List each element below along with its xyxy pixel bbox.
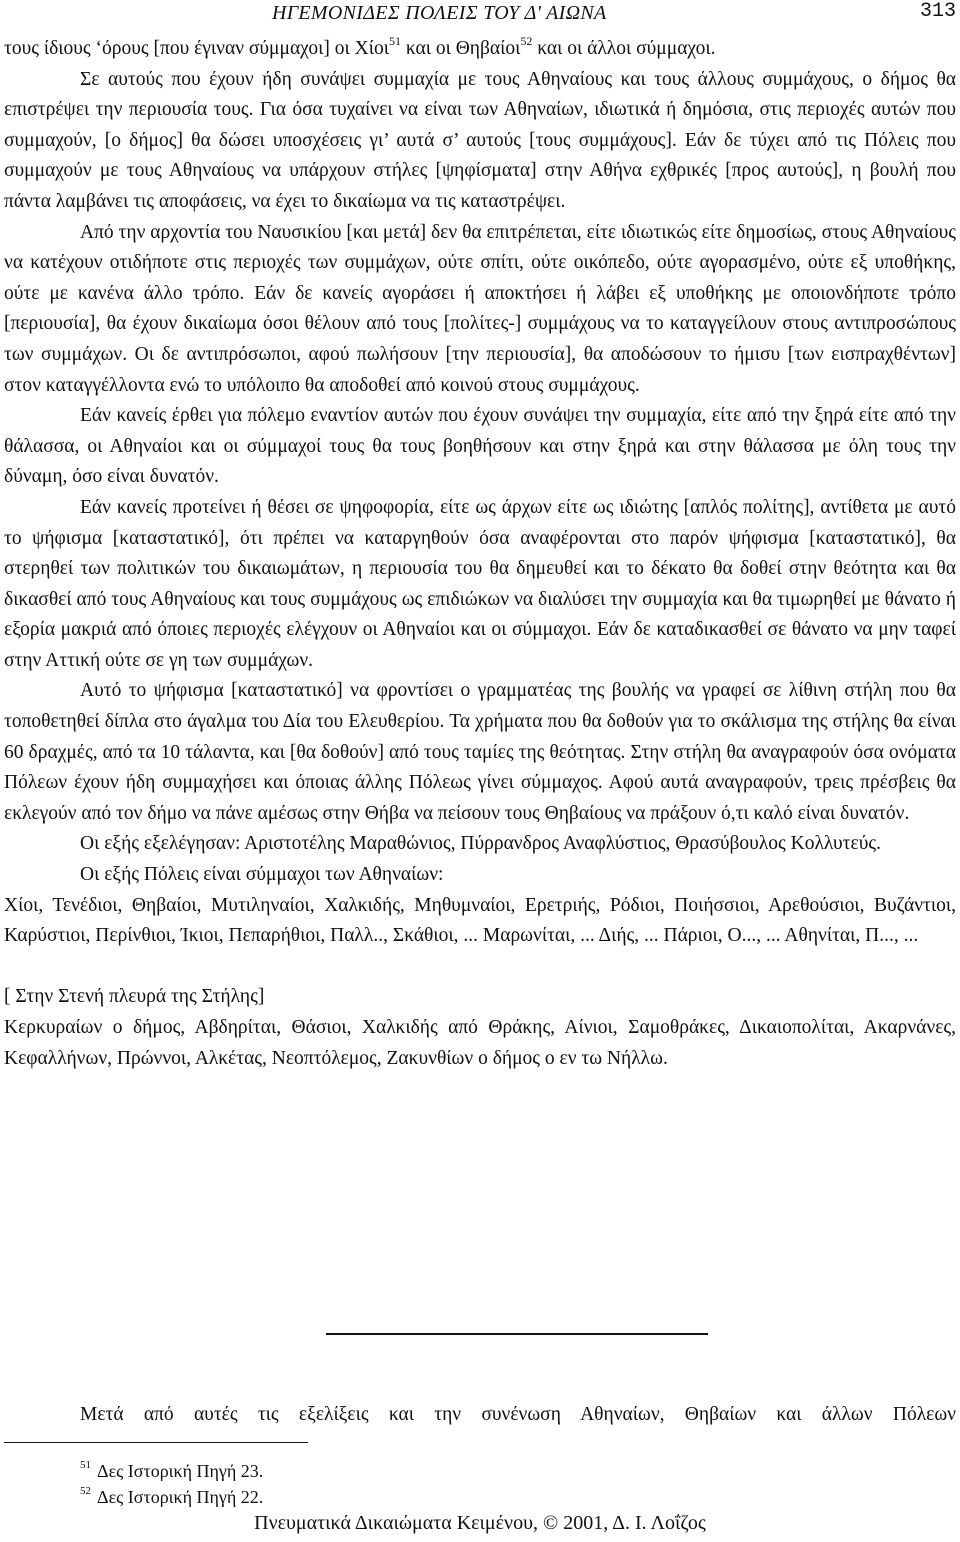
footnote-text: Δες Ιστορική Πηγή 23. [97,1461,264,1481]
running-header [0,0,960,30]
copyright-footer: Πνευματικά Δικαιώματα Κειμένου, © 2001, Δ. Ι. Λοΐζος [254,1512,706,1534]
paragraph-1-text-a: τους ίδιους ‘όρους [που έγιναν σύμμαχοι] οι Χίοι [4,38,389,59]
paragraph-1-text-c: και οι άλλοι σύμμαχοι. [532,38,716,59]
section-divider [326,1333,708,1335]
paragraph-5: Εάν κανείς προτείνει ή θέσει σε ψηφοφορία, είτε ως άρχων είτε ως ιδιώτης [απλός πολίτης], αντίθετα με αυτό το ψήφισμα [καταστατικό], ότι πρέπει να καταργηθούν όσα αναφέρονται στο παρόν ψήφισμα [καταστατικό], θα στερηθεί των πολιτικών του δικαιωμάτων, η περιουσία του θα δημευθεί και το δέκατο θα δοθεί στην θεότητα και θα δικασθεί από τους Αθηναίους και τους συμμάχους ως επιδιώκων να διαλύσει την συμμαχία και θα τιμωρηθεί με θάνατο ή εξορία μακριά από όποιες περιοχές ελέγχουν οι Αθηναίοι και οι σύμμαχοι. Εάν δε καταδικασθεί σε θάνατο να μην ταφεί στην Αττική ούτε σε γη των συμμάχων. [4,496,956,671]
stele-side-heading: [ Στην Στενή πλευρά της Στήλης] [4,986,265,1008]
footnote-52 [80,1484,263,1510]
running-title: ΗΓΕΜΟΝΙΔΕΣ ΠΟΛΕΙΣ ΤΟΥ Δ' ΑΙΩΝΑ [272,2,607,24]
paragraph-12: Μετά από αυτές τις εξελίξεις και την συνένωση Αθηναίων, Θηβαίων και άλλων Πόλεων [80,1404,956,1425]
blank-line [4,952,956,983]
footnote-ref-51[interactable]: 51 [388,33,401,48]
paragraph-4: Εάν κανείς έρθει για πόλεμο εναντίον αυτών που έχουν συνάψει την συμμαχία, είτε από την ξηρά είτε από την θάλασσα, οι Αθηναίοι και οι σύμμαχοί τους θα τους βοηθήσουν και στην ξηρά και στην θάλασσα με όλη τους την δύναμη, όσο είναι δυνατόν. [4,405,956,488]
paragraph-1 [4,34,956,65]
footnote-number: 51 [80,1459,91,1471]
footnote-51 [80,1458,263,1484]
footnote-ref-52[interactable]: 52 [520,33,533,48]
paragraph-2: Σε αυτούς που έχουν ήδη συνάψει συμμαχία με τους Αθηναίους και τους άλλους συμμάχους, ο δήμος θα επιστρέψει την περιουσία τους. Για όσα τυχαίνει να είναι των Αθηναίων, ιδιωτικά ή δημόσια, στις περιοχές αυτών που συμμαχούν, [ο δήμος] θα δώσει υποσχέσεις γι’ αυτά σ’ αυτούς [τους συμμάχους]. Εάν δε τύχει από τις Πόλεις που συμμαχούν με τους Αθηναίους να υπάρχουν στήλες [ψηφίσματα] στην Αθήνα εχθρικές [προς αυτούς], η βουλή που πάντα λαμβάνει τις αποφάσεις, να έχει το δικαίωμα να τις καταστρέψει. [4,68,956,212]
page-number: 313 [919,0,956,23]
stele-side-list: Κερκυραίων ο δήμος, Αβδηρίται, Θάσιοι, Χαλκιδής από Θράκης, Αίνιοι, Σαμοθράκες, Δικαιοπολίται, Ακαρνάνες, Κεφαλλήνων, Πρώννοι, Αλκέτας, Νεοπτόλεμος, Ζακυνθίων ο δήμος ο εν τω Νήλλω. [4,1017,956,1069]
paragraph-7: Οι εξής εξελέγησαν: Αριστοτέλης Μαραθώνιος, Πύρρανδρος Αναφλύστιος, Θρασύβουλος Κολλυτεύς. [80,833,881,855]
allies-list: Χίοι, Τενέδιοι, Θηβαίοι, Μυτιληναίοι, Χαλκιδής, Μηθυμναίοι, Ερετριής, Ρόδιοι, Ποιήσσιοι, Αρεθούσιοι, Βυζάντιοι, Καρύστιοι, Περίνθιοι, Ίκιοι, Πεπαρήθιοι, Παλλ.., Σκάθιοι, ... Μαρωνίται, ... Διής, ... Πάριοι, Ο..., ... Αθηνίται, Π..., ... [4,894,956,947]
paragraph-8: Οι εξής Πόλεις είναι σύμμαχοι των Αθηναίων: [80,864,444,886]
footnotes [80,1458,263,1510]
footnote-divider [4,1442,308,1443]
footnote-number: 52 [80,1485,91,1497]
paragraph-1-text-b: και οι Θηβαίοι [400,38,521,59]
footnote-text: Δες Ιστορική Πηγή 22. [97,1487,264,1507]
paragraph-6: Αυτό το ψήφισμα [καταστατικό] να φροντίσει ο γραμματέας της βουλής να γραφεί σε λίθινη στήλη που θα τοποθετηθεί δίπλα στο άγαλμα του Δία του Ελευθερίου. Τα χρήματα που θα δοθούν για το σκάλισμα της στήλης θα είναι 60 δραχμές, από τα 10 τάλαντα, και [θα δοθούν] από τους ταμίες της θεότητας. Στην στήλη θα αναγραφούν όσα ονόματα Πόλεων έχουν ήδη συμμαχήσει και όποιας άλλης Πόλεως γίνει σύμμαχος. Αφού αυτά αναγραφούν, τρεις πρέσβεις θα εκλεγούν από τον δήμο να πάνε αμέσως στην Θήβα να πείσουν τους Θηβαίους να πράξουν ό,τι καλό είναι δυνατόν. [4,680,956,824]
main-text [4,34,956,1074]
paragraph-3: Από την αρχοντία του Ναυσικίου [και μετά] δεν θα επιτρέπεται, είτε ιδιωτικώς είτε δημοσίως, στους Αθηναίους να κατέχουν οτιδήποτε στις περιοχές των συμμάχων, ούτε σπίτι, ούτε οικόπεδο, ούτε αγορασμένο, ούτε εξ υποθήκης, ούτε με κανένα άλλο τρόπο. Εάν δε κανείς αγοράσει ή αποκτήσει ή λάβει εξ υποθήκης με οποιονδήποτε τρόπο [περιουσία], θα έχουν δικαίωμα όσοι θέλουν από τους [πολίτες-] συμμάχους να το καταγγείλουν στους αντιπροσώπους των συμμάχων. Οι δε αντιπρόσωποι, αφού πωλήσουν [την περιουσία], θα αποδώσουν το ήμισυ [των εισπραχθέντων] στον καταγγέλλοντα ενώ το υπόλοιπο θα αποδοθεί από κοινού στους συμμάχους. [4,221,956,396]
